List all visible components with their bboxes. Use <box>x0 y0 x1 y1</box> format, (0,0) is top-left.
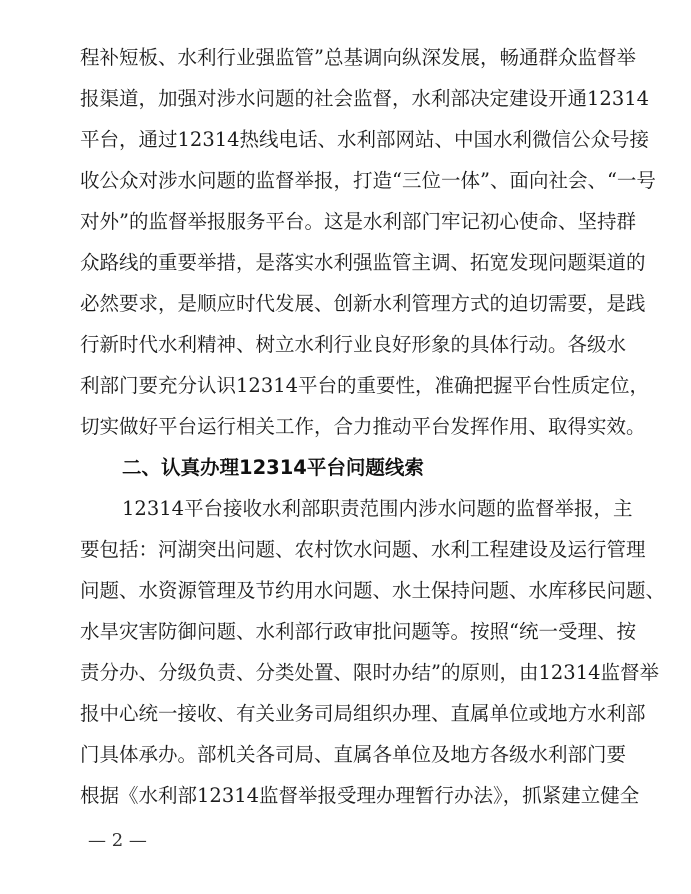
paragraph-line: 门具体承办。部机关各司局、直属各单位及地方各级水利部门要 <box>80 743 627 766</box>
paragraph-line: 众路线的重要举措，是落实水利强监管主调、拓宽发现问题渠道的 <box>80 251 646 274</box>
paragraph-line: 收公众对涉水问题的监督举报，打造“三位一体”、面向社会、“一号 <box>80 169 656 192</box>
paragraph-line: 平台，通过12314热线电话、水利部网站、中国水利微信公众号接 <box>80 128 650 151</box>
section-heading: 二、认真办理12314平台问题线索 <box>122 456 424 479</box>
paragraph-line: 要包括：河湖突出问题、农村饮水问题、水利工程建设及运行管理 <box>80 538 646 561</box>
paragraph-line: 问题、水资源管理及节约用水问题、水土保持问题、水库移民问题、 <box>80 579 666 602</box>
paragraph-line: 12314平台接收水利部职责范围内涉水问题的监督举报，主 <box>122 497 633 520</box>
page-number: — 2 — <box>88 830 147 851</box>
paragraph-line: 必然要求，是顺应时代发展、创新水利管理方式的迫切需要，是践 <box>80 292 646 315</box>
paragraph-line: 责分办、分级负责、分类处置、限时办结”的原则，由12314监督举 <box>80 661 660 684</box>
paragraph-line: 利部门要充分认识12314平台的重要性，准确把握平台性质定位， <box>80 374 650 397</box>
paragraph-line: 对外”的监督举报服务平台。这是水利部门牢记初心使命、坚持群 <box>80 210 636 233</box>
paragraph-line: 行新时代水利精神、树立水利行业良好形象的具体行动。各级水 <box>80 333 627 356</box>
paragraph-line: 根据《水利部12314监督举报受理办理暂行办法》，抓紧建立健全 <box>80 784 640 807</box>
paragraph-line: 水旱灾害防御问题、水利部行政审批问题等。按照“统一受理、按 <box>80 620 636 643</box>
paragraph-line: 切实做好平台运行相关工作，合力推动平台发挥作用、取得实效。 <box>80 415 646 438</box>
paragraph-line: 程补短板、水利行业强监管”总基调向纵深发展，畅通群众监督举 <box>80 46 636 69</box>
paragraph-line: 报渠道，加强对涉水问题的社会监督，水利部决定建设开通12314 <box>80 87 650 110</box>
paragraph-line: 报中心统一接收、有关业务司局组织办理、直属单位或地方水利部 <box>80 702 646 725</box>
